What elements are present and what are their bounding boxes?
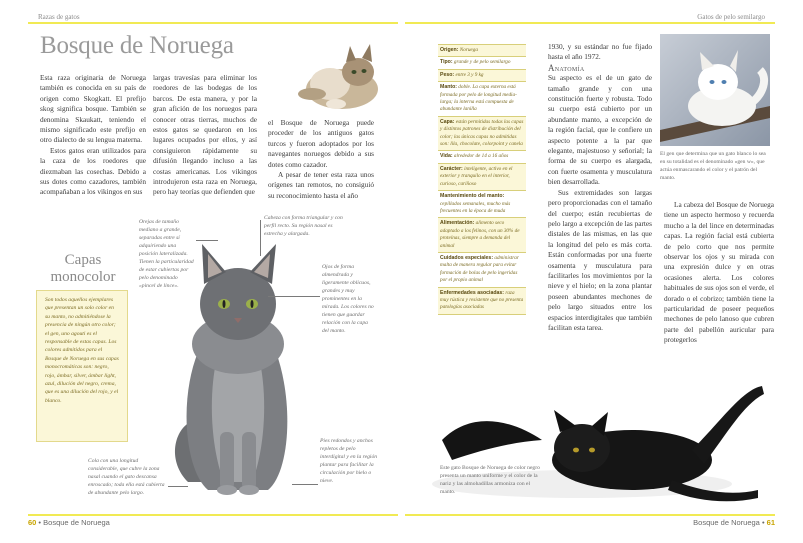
table-label: Carácter: bbox=[440, 165, 463, 172]
table-label: Origen: bbox=[440, 47, 459, 53]
table-row bbox=[438, 218, 526, 253]
leader-ears bbox=[196, 240, 218, 241]
col5-para-2: Sus extremidades son largas pero proporcionadas con el tamaño del cuerpo; están recubiertas de pelo largo a excepción de las partes distales de las mismas, en las que la longitud del pelo es más corta. Están conformadas por una fuerte osamenta y musculatura para facilitarles los movimientos por la nieve y el hielo; en la zona plantar poseen abundantes mechones de pelo largo situados entre los espacios interdigitales que también facilitan esta tarea. bbox=[548, 187, 652, 332]
table-row bbox=[438, 253, 526, 288]
table-value: doble. La capa externa está formada por pelo de longitud media-larga; la interna está compuesta de abundante lanilla bbox=[440, 84, 517, 113]
header-rule-right bbox=[405, 22, 775, 24]
table-row bbox=[438, 288, 526, 315]
table-label: Enfermedades asociadas: bbox=[440, 289, 505, 296]
table-value: Noruega bbox=[459, 47, 478, 53]
table-label: Peso: bbox=[440, 71, 455, 78]
sidebar-heading bbox=[48, 252, 118, 286]
table-row bbox=[438, 45, 526, 57]
kitten-illustration bbox=[290, 34, 390, 116]
col5-para-1: Su aspecto es el de un gato de tamaño grande y con una constitución fuerte y robusta. Todo su cuerpo está cubierto por un abundante manto, a excepción de la región facial, que le confiere un aspecto potente a la par que elegante, majestuoso y señorial; la forma de su cuerpo es alargada, con fuerte osamenta y musculatura bien desarrollada. bbox=[548, 73, 652, 187]
white-cat-illustration bbox=[660, 34, 770, 146]
folio-left-text: Bosque de Noruega bbox=[43, 518, 110, 527]
breed-info-table bbox=[438, 44, 526, 315]
text-column-1 bbox=[40, 73, 146, 198]
sidebar-heading-line-1: Capas bbox=[64, 252, 102, 268]
caption-eyes: Ojos de forma almendrada y ligeramente oblicuos, grandes y muy prominentes en la mirada. Los colores no tienen que guardar relación con la capa del manto. bbox=[322, 264, 374, 334]
anatomy-heading: Anatomía bbox=[548, 62, 585, 73]
table-label: Manto: bbox=[440, 84, 457, 91]
table-label: Cuidados especiales: bbox=[440, 254, 494, 261]
leader-eyes bbox=[268, 296, 320, 297]
header-rule-left bbox=[28, 22, 398, 24]
table-label: Mantenimiento del manto: bbox=[440, 193, 505, 200]
caption-ears: Orejas de tamaño mediano a grande, separadas entre sí adquiriendo una posición lateralizada. Tienen la particularidad de estar cubiertas por pelo denominado «pincel de lince». bbox=[139, 219, 194, 289]
col3-para-2: A pesar de tener esta raza unos orígenes tan remotos, no consiguió su reconocimiento hasta el año bbox=[268, 170, 374, 200]
folio-right-text: Bosque de Noruega bbox=[693, 518, 760, 527]
table-label: Alimentación: bbox=[440, 220, 475, 227]
caption-tail: Cola con una longitud considerable, que cubre la zona nasal cuando el gato descansa enroscado; toda ella está cubierta de abundante pelo largo. bbox=[88, 458, 165, 496]
table-value: inteligente, activo en el exterior y tranquilo en el interior, curioso, cariñoso bbox=[440, 165, 513, 187]
footer-rule-right bbox=[405, 514, 775, 516]
table-row bbox=[438, 70, 526, 82]
table-value: cepillados semanales, mucho más frecuentes en la época de muda bbox=[440, 200, 511, 214]
text-column-2 bbox=[153, 73, 257, 198]
table-value: alimento seco adaptado a los felinos, con un 30% de proteínas, siempre a demanda del animal bbox=[440, 220, 520, 249]
table-value: alrededor de 14 a 16 años bbox=[453, 153, 509, 160]
table-value: administrar malta de manera regular para evitar formación de bolas de pelo ingeridas por el propio animal bbox=[440, 254, 519, 284]
folio-right: Bosque de Noruega • 61 bbox=[693, 518, 775, 527]
sidebar-text: Son todos aquellos ejemplares que presentan un solo color en su manto, no admitiéndose la presencia de ningún otro color; el gen, uno agouti es el responsable de estas capas. Los colores admitidos para el Bosque de Noruega en sus capas monocromáticas son: negro, rojo, ámbar, silver, ámbar light, azul, dilución del negro, crema, que es una dilución del rojo, y el blanco. bbox=[45, 297, 119, 404]
table-row bbox=[438, 164, 526, 191]
table-label: Vida: bbox=[440, 153, 453, 160]
text-column-3 bbox=[268, 118, 374, 201]
running-head-left: Razas de gatos bbox=[38, 13, 80, 21]
caption-head: Cabeza con forma triangular y con perfil recto. Su región nasal es estrecha y alargada. bbox=[264, 215, 343, 237]
table-value: grande y de pelo semilargo bbox=[453, 59, 511, 66]
caption-feet: Pies redondos y anchos repletos de pelo interdigital y en la región plantar para facilitar la circulación por hielo o nieve. bbox=[320, 438, 378, 484]
table-value: están permitidas todas las capas y distintos patrones de distribución del color; las únicas capas no admitidas son: lila, chocolate, colorpoint y canela bbox=[440, 118, 524, 148]
sidebar-box bbox=[36, 290, 128, 442]
caption-black-cat: Este gato Bosque de Noruega de color negro presenta un manto uniforme y el color de la nariz y las almohadillas armoniza con el manto. bbox=[440, 465, 540, 495]
leader-head bbox=[260, 220, 261, 256]
table-row bbox=[438, 151, 526, 163]
table-value: entre 3 y 9 kg bbox=[455, 71, 484, 78]
running-head-right: Gatos de pelo semilargo bbox=[697, 13, 765, 21]
kitten-photo bbox=[290, 34, 390, 116]
table-row bbox=[438, 191, 526, 218]
text-column-6 bbox=[664, 200, 774, 346]
text-column-5 bbox=[548, 42, 652, 333]
table-row bbox=[438, 57, 526, 69]
table-label: Tipo: bbox=[440, 59, 453, 66]
leader-tail bbox=[168, 486, 188, 487]
folio-left: 60 • Bosque de Noruega bbox=[28, 518, 110, 527]
white-cat-photo bbox=[660, 34, 770, 146]
table-value: raza muy rústica y resistente que no presenta patologías asociadas bbox=[440, 289, 524, 311]
table-row bbox=[438, 82, 526, 117]
page-title: Bosque de Noruega bbox=[40, 32, 234, 59]
col1-para-2: Estos gatos eran utilizados para la caza de los roedores que diezmaban las cosechas. Debido a sus dotes como cazadores, también acompañaban a los vikingos en sus bbox=[40, 145, 146, 197]
col6-para-1: La cabeza del Bosque de Noruega tiene un aspecto hermoso y recuerda mucho a la del lince en determinadas capas. La región facial está cubierta de pelo corto que nos permite observar los ojos y su mirada con una expresión dulce y en otras ocasiones alerta. Los colores habituales de sus ojos son el verde, el dorado o el cobrizo; también tiene la particularidad de poseer pequeños mechones de pelo lanoso que cubren parte del pabellón auricular para protegerlos bbox=[664, 200, 774, 345]
table-label: Capa: bbox=[440, 118, 455, 125]
page-number-left: 60 bbox=[28, 518, 37, 527]
col2-para-1: largas travesías para eliminar los roedores de las bodegas de los barcos. De esta manera, y por la gran afición de los noruegos para conocer otras tierras, muchos de estos gatos se quedaron en los lugares ocupados por ellos, y así consiguieron rápidamente su difusión llegando incluso a las costas americanas. Los vikingos introdujeron esta raza en Noruega, pero hay teorías que defienden que bbox=[153, 73, 257, 197]
footer-rule-left bbox=[28, 514, 398, 516]
table-row bbox=[438, 117, 526, 152]
sidebar-heading-line-2: monocolor bbox=[50, 269, 116, 285]
leader-feet bbox=[292, 484, 318, 485]
col3-para-1: el Bosque de Noruega puede proceder de los antiguos gatos turcos y fueron adoptados por los navegantes noruegos debido a sus dotes como cazador. bbox=[268, 118, 374, 169]
col1-para-1: Esta raza originaria de Noruega también es conocida en su país de origen como Skogkatt. El prefijo skog significa bosque. También se denomina Skaukatt, teniendo el mismo significado este prefijo en otro dialecto de su lengua materna. bbox=[40, 73, 146, 145]
page-number-right: 61 bbox=[766, 518, 775, 527]
col5-intro: 1930, y su estándar no fue fijado hasta el año 1972. bbox=[548, 42, 652, 62]
caption-white-cat: El gen que determina que un gato blanco lo sea en su totalidad es el denominado «gen w», que actúa enmascarando el color y el patrón del manto. bbox=[660, 151, 766, 181]
